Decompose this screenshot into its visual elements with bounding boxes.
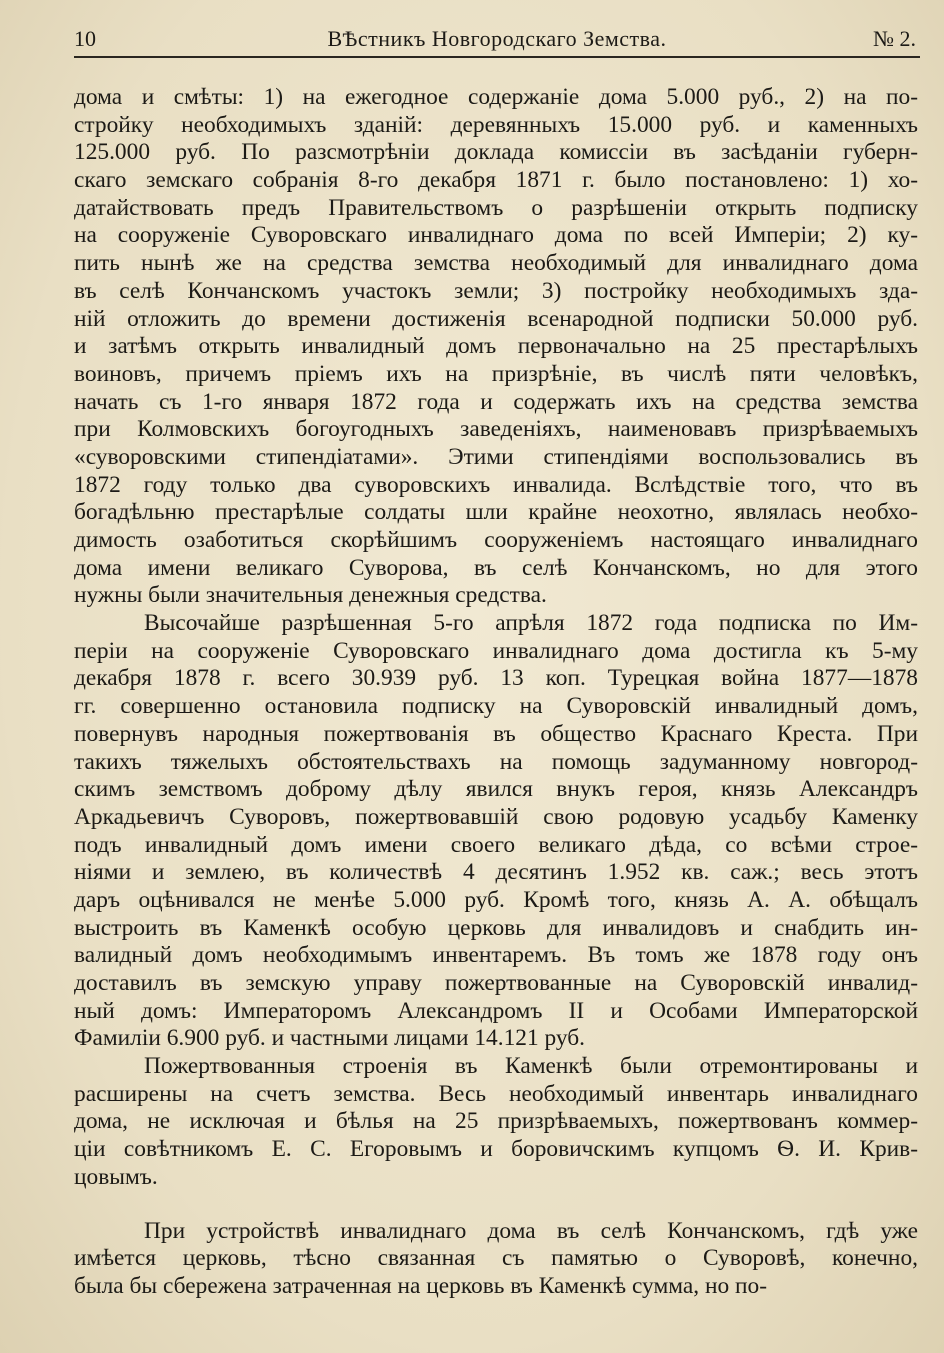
text-line: датайствовать предъ Правительствомъ о разрѣшеніи открыть подписку [74, 194, 918, 221]
text-line: 125.000 руб. По разсмотрѣніи доклада комиссіи въ засѣданіи губерн- [74, 139, 918, 166]
text-line: димость озаботиться скорѣйшимъ сооруженіемъ настоящаго инвалиднаго [74, 527, 918, 553]
text-line: стройку необходимыхъ зданій: деревянныхъ 15.000 руб. и каменныхъ [74, 111, 918, 138]
text-line: Фамиліи 6.900 руб. и частными лицами 14.121 руб. [74, 1025, 586, 1052]
text-line: періи на сооруженіе Суворовскаго инвалиднаго дома достигла къ 5-му [74, 637, 918, 664]
text-line: дома, не исключая и бѣлья на 25 призрѣваемыхъ, пожертвованъ коммер- [74, 1108, 918, 1135]
page-number: 10 [74, 26, 96, 51]
text-line: при Колмовскихъ богоугодныхъ заведеніяхъ, наименовавъ призрѣваемыхъ [74, 416, 918, 443]
body-text [74, 84, 918, 1301]
text-line: была бы сбережена затраченная на церковь въ Каменкѣ сумма, но по- [74, 1272, 768, 1299]
text-line: ціи совѣтникомъ Е. С. Егоровымъ и боровичскимъ купцомъ Ѳ. И. Крив- [74, 1136, 918, 1163]
text-line: имѣется церковь, тѣсно связанная съ памятью о Суворовѣ, конечно, [74, 1245, 918, 1272]
text-line: и затѣмъ открыть инвалидный домъ первоначально на 25 престарѣлыхъ [74, 333, 918, 360]
text-line: 1872 году только два суворовскихъ инвалида. Вслѣдствіе того, что въ [74, 471, 918, 498]
issue-number: № 2. [873, 26, 916, 51]
journal-title: ВѢстникъ Новгородскаго Земства. [327, 26, 667, 51]
text-line: Пожертвованныя строенія въ Каменкѣ были отремонтированы и [144, 1053, 918, 1080]
text-line: При устройствѣ инвалиднаго дома въ селѣ Кончанскомъ, гдѣ уже [144, 1217, 918, 1244]
text-line: цовымъ. [74, 1163, 158, 1190]
text-line: нужны были значительныя денежныя средства. [74, 582, 547, 609]
running-header [74, 22, 920, 58]
text-line: скимъ земствомъ доброму дѣлу явился внукъ героя, князь Александръ [74, 776, 918, 803]
text-line: ный домъ: Императоромъ Александромъ II и Особами Императорской [74, 997, 918, 1024]
text-line: дома имени великаго Суворова, въ селѣ Кончанскомъ, но для этого [74, 554, 918, 581]
text-line: Высочайше разрѣшенная 5-го апрѣля 1872 года подписка по Им- [144, 610, 918, 637]
text-line: дома и смѣты: 1) на ежегодное содержаніе дома 5.000 руб., 2) на по- [74, 84, 918, 110]
text-line: выстроить въ Каменкѣ особую церковь для инвалидовъ и снабдить ин- [74, 914, 918, 941]
paragraph [74, 1218, 918, 1301]
text-line: воиновъ, причемъ пріемъ ихъ на призрѣніе, въ числѣ пяти человѣкъ, [74, 360, 918, 387]
text-line: валидный домъ необходимымъ инвентаремъ. Въ томъ же 1878 году онъ [74, 942, 918, 969]
text-line: декабря 1878 г. всего 30.939 руб. 13 коп. Турецкая война 1877—1878 [74, 665, 918, 692]
paragraph [74, 610, 918, 1053]
text-line: на сооруженіе Суворовскаго инвалиднаго дома по всей Имперіи; 2) ку- [74, 222, 918, 249]
text-line: Аркадьевичъ Суворовъ, пожертвовавшій свою родовую усадьбу Каменку [74, 803, 918, 830]
text-line: богадѣльню престарѣлые солдаты шли крайне неохотно, являлась необхо- [74, 499, 918, 526]
text-line: гг. совершенно остановила подписку на Суворовскій инвалидный домъ, [74, 693, 918, 720]
text-line: ній отложить до времени достиженія всенародной подписки 50.000 руб. [74, 305, 918, 332]
text-line: подъ инвалидный домъ имени своего великаго дѣда, со всѣми строе- [74, 831, 918, 858]
text-line: даръ оцѣнивался не менѣе 5.000 руб. Кромѣ того, князь А. А. обѣщалъ [74, 886, 918, 913]
paragraph [74, 1053, 918, 1191]
text-line: повернувъ народныя пожертвованія въ общество Краснаго Креста. При [74, 720, 918, 747]
text-line: расширены на счетъ земства. Весь необходимый инвентарь инвалиднаго [74, 1080, 918, 1107]
text-line: «суворовскими стипендіатами». Этими стипендіями воспользовались въ [74, 443, 918, 470]
text-line: начать съ 1-го января 1872 года и содержать ихъ на средства земства [74, 388, 918, 415]
text-line: такихъ тяжелыхъ обстоятельствахъ на помощь задуманному новгород- [74, 748, 918, 775]
text-line: скаго земскаго собранія 8-го декабря 1871 г. было постановлено: 1) хо- [74, 167, 918, 194]
text-line: доставилъ въ земскую управу пожертвованные на Суворовскій инвалид- [74, 970, 918, 996]
text-line: въ селѣ Кончанскомъ участокъ земли; 3) постройку необходимыхъ зда- [74, 277, 918, 304]
text-line: ніями и землею, въ количествѣ 4 десятинъ 1.952 кв. саж.; весь этотъ [74, 859, 918, 886]
text-line: пить нынѣ же на средства земства необходимый для инвалиднаго дома [74, 250, 918, 277]
paragraph [74, 84, 918, 610]
